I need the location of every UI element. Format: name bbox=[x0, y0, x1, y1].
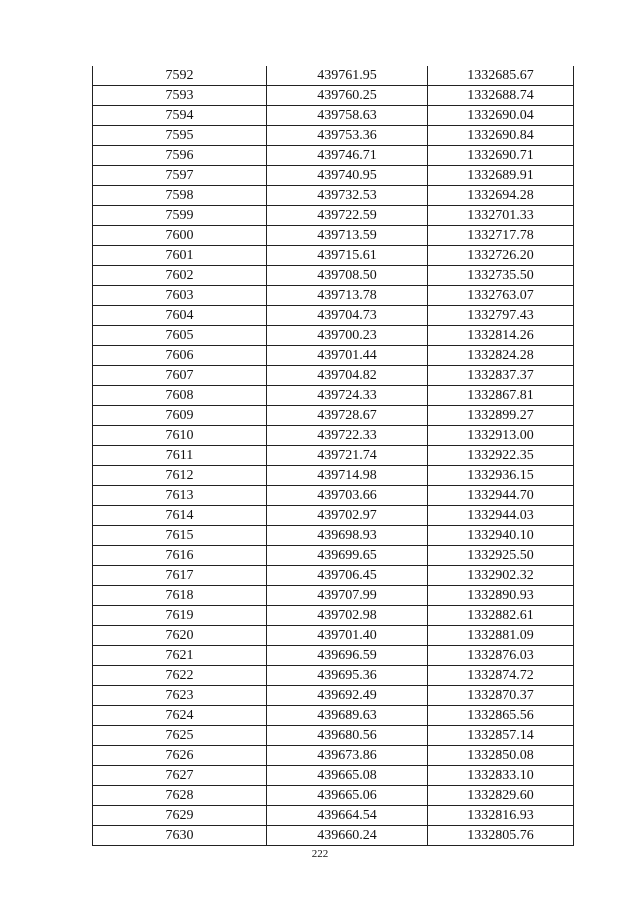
table-row bbox=[93, 806, 574, 826]
y-coordinate-cell: 1332814.26 bbox=[428, 326, 574, 346]
y-coordinate-cell: 1332876.03 bbox=[428, 646, 574, 666]
x-coordinate-cell: 439724.33 bbox=[267, 386, 428, 406]
point-id-cell: 7599 bbox=[93, 206, 267, 226]
y-coordinate-cell: 1332925.50 bbox=[428, 546, 574, 566]
x-coordinate-cell: 439707.99 bbox=[267, 586, 428, 606]
point-id-cell: 7630 bbox=[93, 826, 267, 846]
table-row bbox=[93, 646, 574, 666]
table-row bbox=[93, 766, 574, 786]
point-id-cell: 7605 bbox=[93, 326, 267, 346]
y-coordinate-cell: 1332688.74 bbox=[428, 86, 574, 106]
point-id-cell: 7615 bbox=[93, 526, 267, 546]
x-coordinate-cell: 439660.24 bbox=[267, 826, 428, 846]
x-coordinate-cell: 439701.44 bbox=[267, 346, 428, 366]
x-coordinate-cell: 439732.53 bbox=[267, 186, 428, 206]
y-coordinate-cell: 1332816.93 bbox=[428, 806, 574, 826]
x-coordinate-cell: 439758.63 bbox=[267, 106, 428, 126]
table-row bbox=[93, 266, 574, 286]
table-row bbox=[93, 286, 574, 306]
table-row bbox=[93, 446, 574, 466]
table-row bbox=[93, 686, 574, 706]
table-row bbox=[93, 226, 574, 246]
point-id-cell: 7625 bbox=[93, 726, 267, 746]
table-row bbox=[93, 126, 574, 146]
point-id-cell: 7602 bbox=[93, 266, 267, 286]
table-row bbox=[93, 626, 574, 646]
table-row bbox=[93, 746, 574, 766]
x-coordinate-cell: 439689.63 bbox=[267, 706, 428, 726]
y-coordinate-cell: 1332690.84 bbox=[428, 126, 574, 146]
point-id-cell: 7596 bbox=[93, 146, 267, 166]
x-coordinate-cell: 439713.59 bbox=[267, 226, 428, 246]
table-row bbox=[93, 366, 574, 386]
x-coordinate-cell: 439740.95 bbox=[267, 166, 428, 186]
point-id-cell: 7623 bbox=[93, 686, 267, 706]
y-coordinate-cell: 1332763.07 bbox=[428, 286, 574, 306]
table-row bbox=[93, 606, 574, 626]
x-coordinate-cell: 439695.36 bbox=[267, 666, 428, 686]
x-coordinate-cell: 439722.59 bbox=[267, 206, 428, 226]
coordinates-table-body bbox=[93, 66, 574, 846]
point-id-cell: 7595 bbox=[93, 126, 267, 146]
y-coordinate-cell: 1332694.28 bbox=[428, 186, 574, 206]
y-coordinate-cell: 1332690.71 bbox=[428, 146, 574, 166]
y-coordinate-cell: 1332944.03 bbox=[428, 506, 574, 526]
point-id-cell: 7592 bbox=[93, 66, 267, 86]
y-coordinate-cell: 1332870.37 bbox=[428, 686, 574, 706]
y-coordinate-cell: 1332735.50 bbox=[428, 266, 574, 286]
x-coordinate-cell: 439702.98 bbox=[267, 606, 428, 626]
table-row bbox=[93, 826, 574, 846]
table-row bbox=[93, 426, 574, 446]
point-id-cell: 7627 bbox=[93, 766, 267, 786]
x-coordinate-cell: 439665.08 bbox=[267, 766, 428, 786]
y-coordinate-cell: 1332865.56 bbox=[428, 706, 574, 726]
x-coordinate-cell: 439699.65 bbox=[267, 546, 428, 566]
table-row bbox=[93, 726, 574, 746]
page-number: 222 bbox=[311, 848, 329, 860]
x-coordinate-cell: 439722.33 bbox=[267, 426, 428, 446]
point-id-cell: 7604 bbox=[93, 306, 267, 326]
table-row bbox=[93, 406, 574, 426]
table-row bbox=[93, 566, 574, 586]
table-row bbox=[93, 106, 574, 126]
point-id-cell: 7601 bbox=[93, 246, 267, 266]
x-coordinate-cell: 439760.25 bbox=[267, 86, 428, 106]
x-coordinate-cell: 439665.06 bbox=[267, 786, 428, 806]
point-id-cell: 7593 bbox=[93, 86, 267, 106]
y-coordinate-cell: 1332850.08 bbox=[428, 746, 574, 766]
point-id-cell: 7629 bbox=[93, 806, 267, 826]
y-coordinate-cell: 1332833.10 bbox=[428, 766, 574, 786]
x-coordinate-cell: 439680.56 bbox=[267, 726, 428, 746]
table-row bbox=[93, 506, 574, 526]
x-coordinate-cell: 439728.67 bbox=[267, 406, 428, 426]
x-coordinate-cell: 439696.59 bbox=[267, 646, 428, 666]
table-row bbox=[93, 146, 574, 166]
x-coordinate-cell: 439714.98 bbox=[267, 466, 428, 486]
point-id-cell: 7612 bbox=[93, 466, 267, 486]
table-row bbox=[93, 246, 574, 266]
point-id-cell: 7600 bbox=[93, 226, 267, 246]
point-id-cell: 7616 bbox=[93, 546, 267, 566]
y-coordinate-cell: 1332899.27 bbox=[428, 406, 574, 426]
x-coordinate-cell: 439704.73 bbox=[267, 306, 428, 326]
y-coordinate-cell: 1332882.61 bbox=[428, 606, 574, 626]
y-coordinate-cell: 1332936.15 bbox=[428, 466, 574, 486]
y-coordinate-cell: 1332726.20 bbox=[428, 246, 574, 266]
point-id-cell: 7597 bbox=[93, 166, 267, 186]
point-id-cell: 7626 bbox=[93, 746, 267, 766]
x-coordinate-cell: 439702.97 bbox=[267, 506, 428, 526]
x-coordinate-cell: 439704.82 bbox=[267, 366, 428, 386]
y-coordinate-cell: 1332922.35 bbox=[428, 446, 574, 466]
point-id-cell: 7607 bbox=[93, 366, 267, 386]
point-id-cell: 7614 bbox=[93, 506, 267, 526]
point-id-cell: 7624 bbox=[93, 706, 267, 726]
table-row bbox=[93, 666, 574, 686]
y-coordinate-cell: 1332689.91 bbox=[428, 166, 574, 186]
y-coordinate-cell: 1332837.37 bbox=[428, 366, 574, 386]
point-id-cell: 7594 bbox=[93, 106, 267, 126]
y-coordinate-cell: 1332890.93 bbox=[428, 586, 574, 606]
coordinates-table bbox=[92, 66, 574, 846]
point-id-cell: 7619 bbox=[93, 606, 267, 626]
table-row bbox=[93, 206, 574, 226]
table-row bbox=[93, 326, 574, 346]
point-id-cell: 7606 bbox=[93, 346, 267, 366]
y-coordinate-cell: 1332944.70 bbox=[428, 486, 574, 506]
y-coordinate-cell: 1332867.81 bbox=[428, 386, 574, 406]
y-coordinate-cell: 1332902.32 bbox=[428, 566, 574, 586]
point-id-cell: 7622 bbox=[93, 666, 267, 686]
x-coordinate-cell: 439746.71 bbox=[267, 146, 428, 166]
x-coordinate-cell: 439673.86 bbox=[267, 746, 428, 766]
table-row bbox=[93, 546, 574, 566]
point-id-cell: 7609 bbox=[93, 406, 267, 426]
y-coordinate-cell: 1332701.33 bbox=[428, 206, 574, 226]
x-coordinate-cell: 439753.36 bbox=[267, 126, 428, 146]
x-coordinate-cell: 439761.95 bbox=[267, 66, 428, 86]
x-coordinate-cell: 439701.40 bbox=[267, 626, 428, 646]
point-id-cell: 7620 bbox=[93, 626, 267, 646]
point-id-cell: 7603 bbox=[93, 286, 267, 306]
table-row bbox=[93, 306, 574, 326]
table-row bbox=[93, 586, 574, 606]
point-id-cell: 7628 bbox=[93, 786, 267, 806]
table-row bbox=[93, 386, 574, 406]
y-coordinate-cell: 1332857.14 bbox=[428, 726, 574, 746]
table-row bbox=[93, 486, 574, 506]
x-coordinate-cell: 439713.78 bbox=[267, 286, 428, 306]
y-coordinate-cell: 1332881.09 bbox=[428, 626, 574, 646]
x-coordinate-cell: 439664.54 bbox=[267, 806, 428, 826]
point-id-cell: 7618 bbox=[93, 586, 267, 606]
y-coordinate-cell: 1332829.60 bbox=[428, 786, 574, 806]
y-coordinate-cell: 1332685.67 bbox=[428, 66, 574, 86]
point-id-cell: 7608 bbox=[93, 386, 267, 406]
y-coordinate-cell: 1332797.43 bbox=[428, 306, 574, 326]
table-row bbox=[93, 786, 574, 806]
point-id-cell: 7611 bbox=[93, 446, 267, 466]
y-coordinate-cell: 1332913.00 bbox=[428, 426, 574, 446]
table-row bbox=[93, 466, 574, 486]
x-coordinate-cell: 439703.66 bbox=[267, 486, 428, 506]
x-coordinate-cell: 439715.61 bbox=[267, 246, 428, 266]
table-row bbox=[93, 706, 574, 726]
y-coordinate-cell: 1332690.04 bbox=[428, 106, 574, 126]
x-coordinate-cell: 439721.74 bbox=[267, 446, 428, 466]
table-row bbox=[93, 346, 574, 366]
table-row bbox=[93, 526, 574, 546]
x-coordinate-cell: 439700.23 bbox=[267, 326, 428, 346]
x-coordinate-cell: 439706.45 bbox=[267, 566, 428, 586]
table-row bbox=[93, 86, 574, 106]
table-row bbox=[93, 186, 574, 206]
point-id-cell: 7617 bbox=[93, 566, 267, 586]
x-coordinate-cell: 439692.49 bbox=[267, 686, 428, 706]
y-coordinate-cell: 1332717.78 bbox=[428, 226, 574, 246]
y-coordinate-cell: 1332874.72 bbox=[428, 666, 574, 686]
y-coordinate-cell: 1332824.28 bbox=[428, 346, 574, 366]
table-row bbox=[93, 166, 574, 186]
x-coordinate-cell: 439708.50 bbox=[267, 266, 428, 286]
y-coordinate-cell: 1332805.76 bbox=[428, 826, 574, 846]
point-id-cell: 7613 bbox=[93, 486, 267, 506]
point-id-cell: 7621 bbox=[93, 646, 267, 666]
x-coordinate-cell: 439698.93 bbox=[267, 526, 428, 546]
point-id-cell: 7598 bbox=[93, 186, 267, 206]
y-coordinate-cell: 1332940.10 bbox=[428, 526, 574, 546]
point-id-cell: 7610 bbox=[93, 426, 267, 446]
table-row bbox=[93, 66, 574, 86]
